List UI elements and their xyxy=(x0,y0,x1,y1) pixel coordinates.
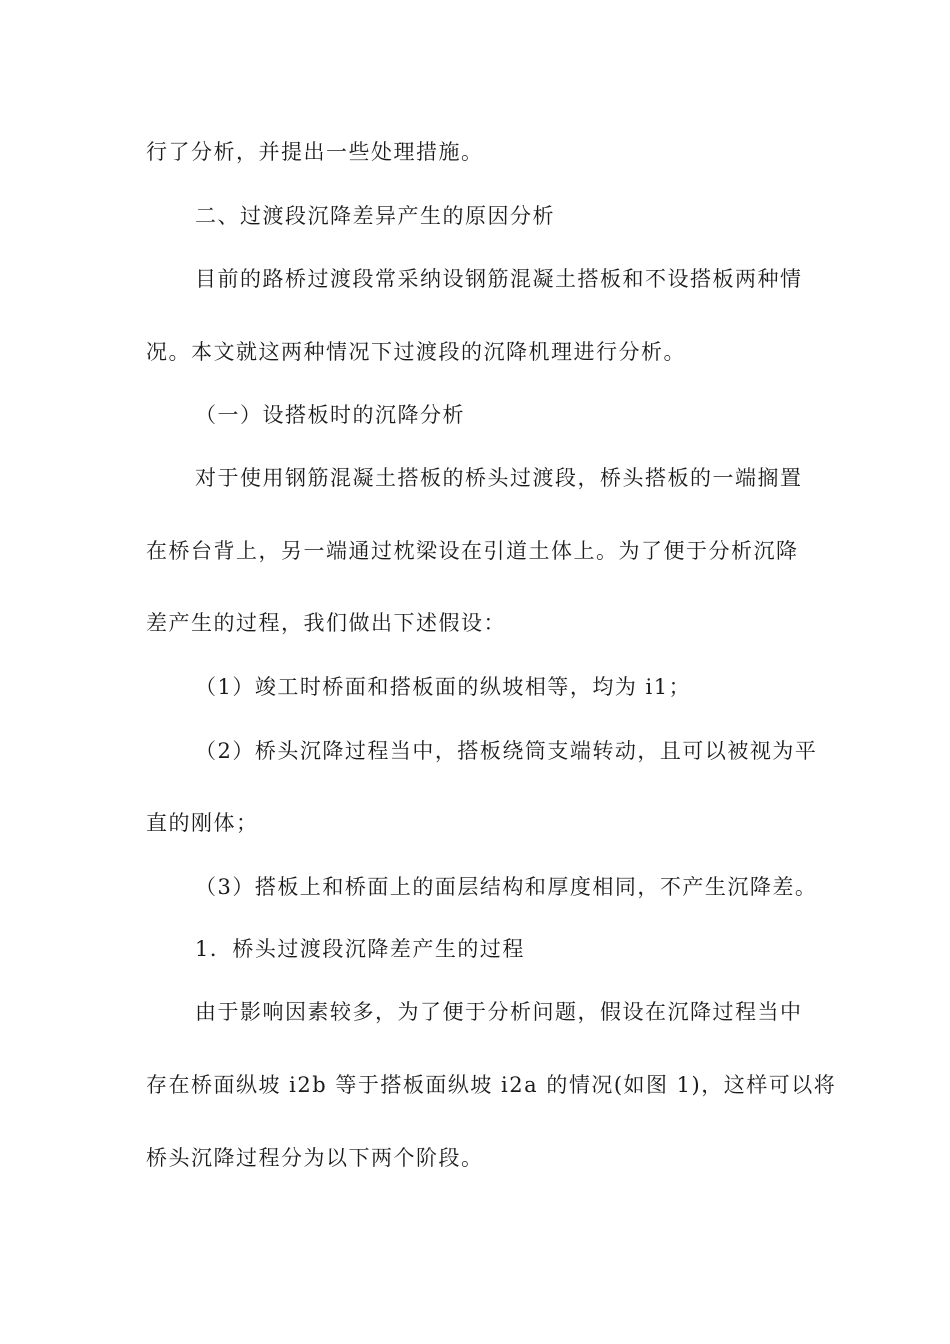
paragraph-line: 由于影响因素较多，为了便于分析问题，假设在沉降过程当中 xyxy=(195,1000,803,1024)
assumption-item: （1）竣工时桥面和搭板面的纵坡相等，均为 i1； xyxy=(195,675,692,699)
paragraph-line: 在桥台背上，另一端通过枕梁设在引道土体上。为了便于分析沉降 xyxy=(146,539,799,563)
paragraph-line: 行了分析，并提出一些处理措施。 xyxy=(146,140,484,164)
paragraph-line: 况。本文就这两种情况下过渡段的沉降机理进行分析。 xyxy=(146,340,686,364)
assumption-item: （3）搭板上和桥面上的面层结构和厚度相同，不产生沉降差。 xyxy=(195,875,818,899)
paragraph-line: 对于使用钢筋混凝土搭板的桥头过渡段，桥头搭板的一端搁置 xyxy=(195,466,803,490)
paragraph-line: 桥头沉降过程分为以下两个阶段。 xyxy=(146,1146,484,1170)
paragraph-line: 差产生的过程，我们做出下述假设： xyxy=(146,611,506,635)
assumption-item: （2）桥头沉降过程当中，搭板绕筒支端转动，且可以被视为平 xyxy=(195,739,818,763)
paragraph-line: 存在桥面纵坡 i2b 等于搭板面纵坡 i2a 的情况(如图 1)，这样可以将 xyxy=(146,1073,837,1097)
section-heading: 二、过渡段沉降差异产生的原因分析 xyxy=(195,204,555,228)
subsection-heading: 1．桥头过渡段沉降差产生的过程 xyxy=(195,937,525,961)
paragraph-line: 直的刚体； xyxy=(146,811,259,835)
subsection-heading: （一）设搭板时的沉降分析 xyxy=(195,403,465,427)
paragraph-line: 目前的路桥过渡段常采纳设钢筋混凝土搭板和不设搭板两种情 xyxy=(195,267,803,291)
